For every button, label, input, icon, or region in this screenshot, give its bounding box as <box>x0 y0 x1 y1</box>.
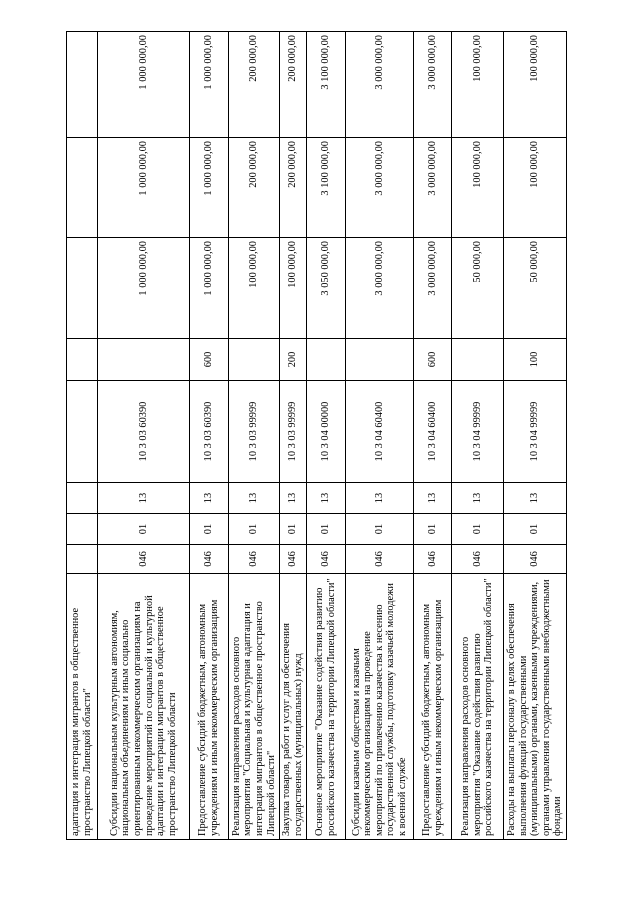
subsection-code-cell: 13 <box>307 483 346 514</box>
table-row <box>414 32 452 840</box>
section-code-cell: 01 <box>504 514 567 545</box>
target-item-code-cell: 10 3 03 60390 <box>190 381 229 483</box>
amount-year-1-cell: 3 050 000,00 <box>307 238 346 339</box>
expense-type-code-cell: 600 <box>190 339 229 381</box>
amount-year-3-cell: 100 000,00 <box>452 32 504 138</box>
amount-year-3-cell: 3 000 000,00 <box>346 32 414 138</box>
ministry-code-cell: 046 <box>504 545 567 574</box>
ministry-code-cell: 046 <box>452 545 504 574</box>
rotated-table-wrapper <box>66 32 566 840</box>
amount-year-2-cell <box>67 138 98 238</box>
expense-type-code-cell <box>229 339 280 381</box>
budget-table <box>66 31 567 840</box>
subsection-code-cell: 13 <box>346 483 414 514</box>
amount-year-3-cell: 1 000 000,00 <box>190 32 229 138</box>
amount-year-2-cell: 1 000 000,00 <box>190 138 229 238</box>
ministry-code-cell: 046 <box>414 545 452 574</box>
subsection-code-cell: 13 <box>280 483 307 514</box>
amount-year-2-cell: 200 000,00 <box>280 138 307 238</box>
amount-year-2-cell: 3 000 000,00 <box>346 138 414 238</box>
subsection-code-cell: 13 <box>452 483 504 514</box>
expense-type-code-cell: 600 <box>414 339 452 381</box>
section-code-cell: 01 <box>346 514 414 545</box>
section-code-cell: 01 <box>414 514 452 545</box>
table-row <box>346 32 414 840</box>
section-code-cell: 01 <box>190 514 229 545</box>
amount-year-3-cell: 200 000,00 <box>229 32 280 138</box>
subsection-code-cell: 13 <box>98 483 190 514</box>
table-row <box>452 32 504 840</box>
amount-year-3-cell <box>67 32 98 138</box>
amount-year-1-cell: 100 000,00 <box>280 238 307 339</box>
amount-year-1-cell: 100 000,00 <box>229 238 280 339</box>
table-row <box>307 32 346 840</box>
amount-year-1-cell: 50 000,00 <box>452 238 504 339</box>
expense-type-code-cell <box>346 339 414 381</box>
amount-year-1-cell: 3 000 000,00 <box>414 238 452 339</box>
row-description: Субсидии казачьим обществам и казачьим некоммерческим организациям на проведение мероприятий по привлечению казачества к несению государственной службы, подготовку казачьей молодежи к военной службе <box>346 574 414 840</box>
amount-year-1-cell: 3 000 000,00 <box>346 238 414 339</box>
target-item-code-cell: 10 3 04 60400 <box>346 381 414 483</box>
table-row <box>190 32 229 840</box>
expense-type-code-cell <box>452 339 504 381</box>
target-item-code-cell: 10 3 03 60390 <box>98 381 190 483</box>
table-row <box>504 32 567 840</box>
target-item-code-cell: 10 3 03 99999 <box>229 381 280 483</box>
expense-type-code-cell <box>67 339 98 381</box>
section-code-cell: 01 <box>452 514 504 545</box>
amount-year-3-cell: 1 000 000,00 <box>98 32 190 138</box>
amount-year-2-cell: 200 000,00 <box>229 138 280 238</box>
expense-type-code-cell <box>307 339 346 381</box>
target-item-code-cell <box>67 381 98 483</box>
expense-type-code-cell <box>98 339 190 381</box>
expense-type-code-cell: 200 <box>280 339 307 381</box>
table-row <box>67 32 98 840</box>
expense-type-code-cell: 100 <box>504 339 567 381</box>
amount-year-2-cell: 100 000,00 <box>452 138 504 238</box>
row-description: Расходы на выплаты персоналу в целях обеспечения выполнения функций государственными (муниципальными) органами, казенными учреждениями, органами управления государственными внебюджетными фондами <box>504 574 567 840</box>
ministry-code-cell <box>67 545 98 574</box>
ministry-code-cell: 046 <box>98 545 190 574</box>
amount-year-1-cell: 50 000,00 <box>504 238 567 339</box>
amount-year-2-cell: 3 100 000,00 <box>307 138 346 238</box>
table-row <box>98 32 190 840</box>
section-code-cell: 01 <box>280 514 307 545</box>
ministry-code-cell: 046 <box>346 545 414 574</box>
ministry-code-cell: 046 <box>190 545 229 574</box>
amount-year-3-cell: 3 100 000,00 <box>307 32 346 138</box>
row-description: Закупка товаров, работ и услуг для обеспечения государственных (муниципальных) нужд <box>280 574 307 840</box>
ministry-code-cell: 046 <box>229 545 280 574</box>
target-item-code-cell: 10 3 04 60400 <box>414 381 452 483</box>
amount-year-2-cell: 100 000,00 <box>504 138 567 238</box>
table-row <box>229 32 280 840</box>
row-description: адаптация и интеграция мигрантов в общественное пространство Липецкой области" <box>67 574 98 840</box>
section-code-cell <box>67 514 98 545</box>
amount-year-1-cell: 1 000 000,00 <box>98 238 190 339</box>
row-description: Предоставление субсидий бюджетным, автономным учреждениям и иным некоммерческим организациям <box>414 574 452 840</box>
subsection-code-cell: 13 <box>414 483 452 514</box>
row-description: Основное мероприятие "Оказание содействия развитию российского казачества на территории Липецкой области" <box>307 574 346 840</box>
amount-year-1-cell: 1 000 000,00 <box>190 238 229 339</box>
row-description: Субсидии национальным культурным автономиям, национальным объединениям и иным социально ориентированным некоммерческим организациям на проведение мероприятий по социальной и культурной адаптации и интеграции мигрантов в общественное пространство Липецкой области <box>98 574 190 840</box>
row-description: Предоставление субсидий бюджетным, автономным учреждениям и иным некоммерческим организациям <box>190 574 229 840</box>
amount-year-2-cell: 3 000 000,00 <box>414 138 452 238</box>
row-description: Реализация направления расходов основного мероприятия "Оказание содействия развитию российского казачества на территории Липецкой области" <box>452 574 504 840</box>
target-item-code-cell: 10 3 04 00000 <box>307 381 346 483</box>
amount-year-2-cell: 1 000 000,00 <box>98 138 190 238</box>
target-item-code-cell: 10 3 03 99999 <box>280 381 307 483</box>
table-row <box>280 32 307 840</box>
section-code-cell: 01 <box>307 514 346 545</box>
target-item-code-cell: 10 3 04 99999 <box>504 381 567 483</box>
amount-year-3-cell: 200 000,00 <box>280 32 307 138</box>
amount-year-3-cell: 100 000,00 <box>504 32 567 138</box>
amount-year-3-cell: 3 000 000,00 <box>414 32 452 138</box>
amount-year-1-cell <box>67 238 98 339</box>
subsection-code-cell: 13 <box>229 483 280 514</box>
subsection-code-cell <box>67 483 98 514</box>
ministry-code-cell: 046 <box>280 545 307 574</box>
subsection-code-cell: 13 <box>190 483 229 514</box>
row-description: Реализация направления расходов основного мероприятия "Социальная и культурная адаптация и интеграция мигрантов в общественное пространство Липецкой области" <box>229 574 280 840</box>
target-item-code-cell: 10 3 04 99999 <box>452 381 504 483</box>
section-code-cell: 01 <box>98 514 190 545</box>
section-code-cell: 01 <box>229 514 280 545</box>
subsection-code-cell: 13 <box>504 483 567 514</box>
ministry-code-cell: 046 <box>307 545 346 574</box>
